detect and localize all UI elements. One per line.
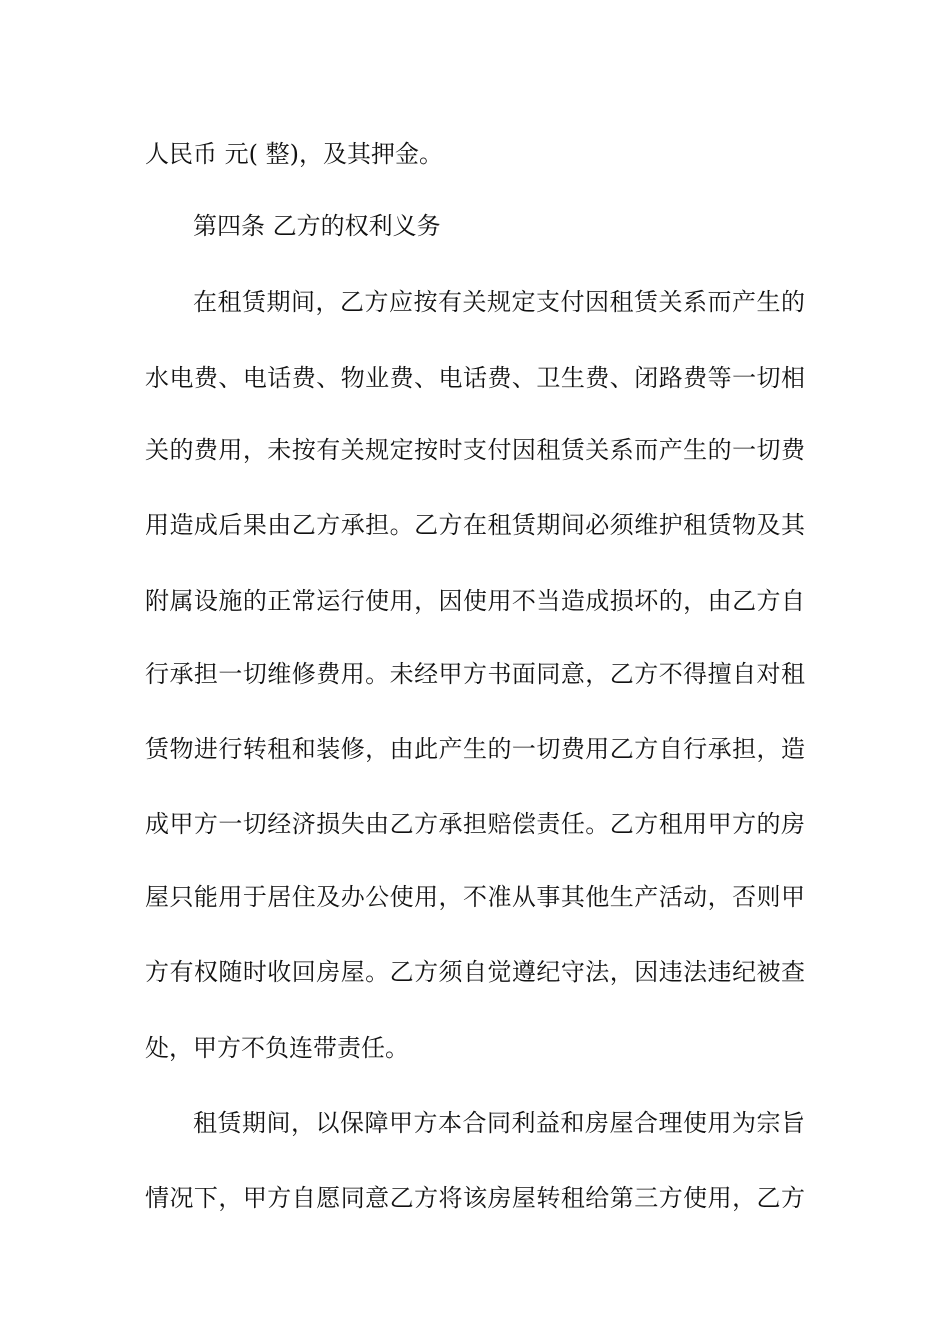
text-line-4: 水电费、电话费、物业费、电话费、卫生费、闭路费等一切相	[145, 364, 805, 392]
text-line-11: 屋只能用于居住及办公使用，不准从事其他生产活动，否则甲	[145, 883, 805, 911]
text-line-6: 用造成后果由乙方承担。乙方在租赁期间必须维护租赁物及其	[145, 511, 805, 539]
text-line-12: 方有权随时收回房屋。乙方须自觉遵纪守法，因违法违纪被查	[145, 958, 805, 986]
text-line-10: 成甲方一切经济损失由乙方承担赔偿责任。乙方租用甲方的房	[145, 810, 805, 838]
text-line-9: 赁物进行转租和装修，由此产生的一切费用乙方自行承担，造	[145, 735, 805, 763]
text-line-13: 处，甲方不负连带责任。	[145, 1034, 409, 1062]
text-line-7: 附属设施的正常运行使用，因使用不当造成损坏的，由乙方自	[145, 587, 805, 615]
text-line-14: 租赁期间，以保障甲方本合同利益和房屋合理使用为宗旨	[193, 1109, 805, 1137]
text-line-3: 在租赁期间，乙方应按有关规定支付因租赁关系而产生的	[193, 288, 805, 316]
section-heading: 第四条 乙方的权利义务	[193, 212, 441, 240]
text-line-8: 行承担一切维修费用。未经甲方书面同意，乙方不得擅自对租	[145, 660, 805, 688]
text-line-15: 情况下，甲方自愿同意乙方将该房屋转租给第三方使用，乙方	[145, 1184, 805, 1212]
text-line-5: 关的费用，未按有关规定按时支付因租赁关系而产生的一切费	[145, 436, 805, 464]
text-line-1: 人民币 元( 整)，及其押金。	[145, 140, 443, 168]
